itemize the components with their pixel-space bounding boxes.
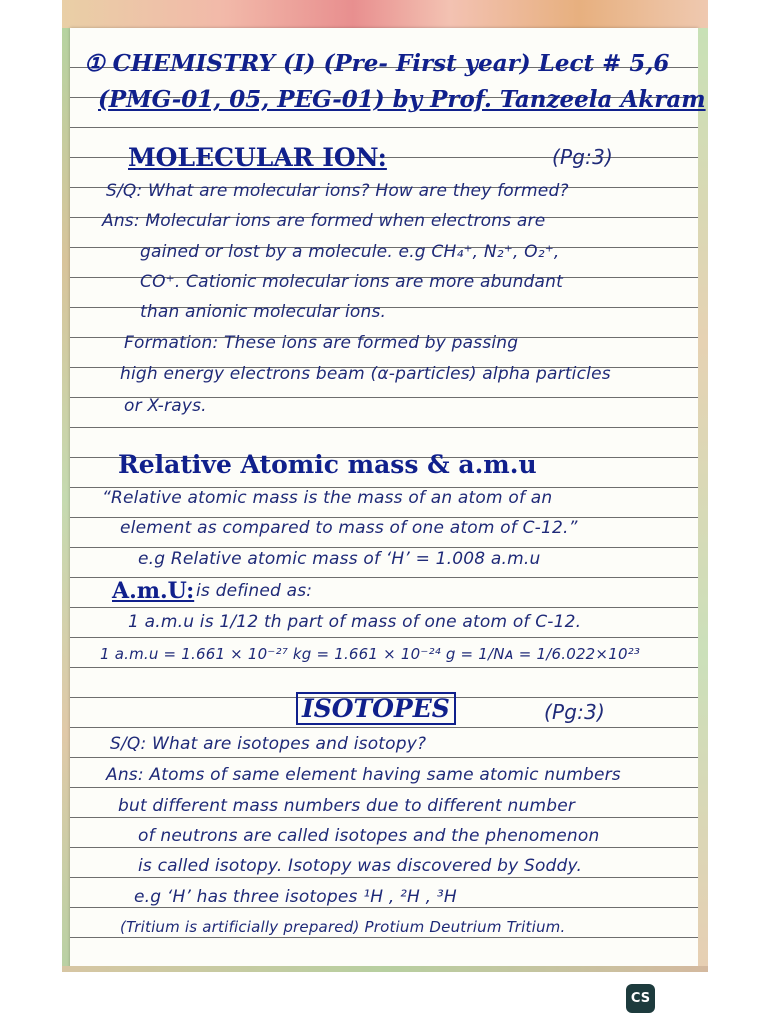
isotopes-answer-6: (Tritium is artificially prepared) Protium Deutrium Tritium.: [120, 918, 566, 936]
amu-definition: is defined as:: [196, 581, 313, 601]
amu-line-2: 1 a.m.u = 1.661 × 10⁻²⁷ kg = 1.661 × 10⁻²⁴ g = 1/Nᴀ = 1/6.022×10²³: [100, 645, 641, 663]
isotopes-page-ref: (Pg:3): [544, 700, 606, 724]
isotopes-answer-5: e.g ‘H’ has three isotopes ¹H , ²H , ³H: [134, 887, 457, 907]
floral-border-right: [698, 28, 708, 968]
isotopes-answer-4: is called isotopy. Isotopy was discovered by Soddy.: [138, 856, 583, 876]
isotopes-answer-2: but different mass numbers due to different number: [118, 796, 576, 816]
molecular-ion-answer-4: than anionic molecular ions.: [140, 302, 387, 322]
isotopes-heading: ISOTOPES: [296, 692, 456, 725]
molecular-ion-answer-1: Ans: Molecular ions are formed when electrons are: [102, 211, 546, 231]
isotopes-answer-3: of neutrons are called isotopes and the phenomenon: [138, 826, 600, 846]
ram-definition-2: element as compared to mass of one atom of C-12.”: [120, 518, 578, 538]
floral-border-left: [62, 28, 70, 968]
molecular-ion-page-ref: (Pg:3): [552, 145, 614, 169]
header-line-2: (PMG-01, 05, PEG-01) by Prof. Tanzeela Akram: [98, 86, 706, 113]
molecular-ion-question: S/Q: What are molecular ions? How are they formed?: [106, 181, 569, 201]
formation-line-2: high energy electrons beam (α-particles) alpha particles: [120, 364, 611, 384]
amu-line-1: 1 a.m.u is 1/12 th part of mass of one atom of C-12.: [128, 612, 582, 632]
floral-border-top: [62, 0, 708, 28]
relative-atomic-mass-heading: Relative Atomic mass & a.m.u: [118, 450, 537, 479]
amu-label: A.m.U:: [112, 578, 195, 604]
molecular-ion-answer-3: CO⁺. Cationic molecular ions are more abundant: [140, 272, 564, 292]
isotopes-answer-1: Ans: Atoms of same element having same atomic numbers: [106, 765, 621, 785]
ram-definition-1: “Relative atomic mass is the mass of an atom of an: [102, 488, 553, 508]
header-line-1: ① CHEMISTRY (I) (Pre- First year) Lect # 5,6: [84, 50, 670, 77]
camscanner-logo: CS: [626, 984, 655, 1013]
isotopes-question: S/Q: What are isotopes and isotopy?: [110, 734, 427, 754]
molecular-ion-answer-2: gained or lost by a molecule. e.g CH₄⁺, N₂⁺, O₂⁺,: [140, 242, 560, 262]
molecular-ion-heading: MOLECULAR ION:: [128, 143, 387, 172]
formation-line-3: or X-rays.: [124, 396, 207, 416]
floral-border-bottom: [62, 966, 708, 972]
formation-line-1: Formation: These ions are formed by passing: [124, 333, 519, 353]
ram-example: e.g Relative atomic mass of ‘H’ = 1.008 a.m.u: [138, 549, 541, 569]
